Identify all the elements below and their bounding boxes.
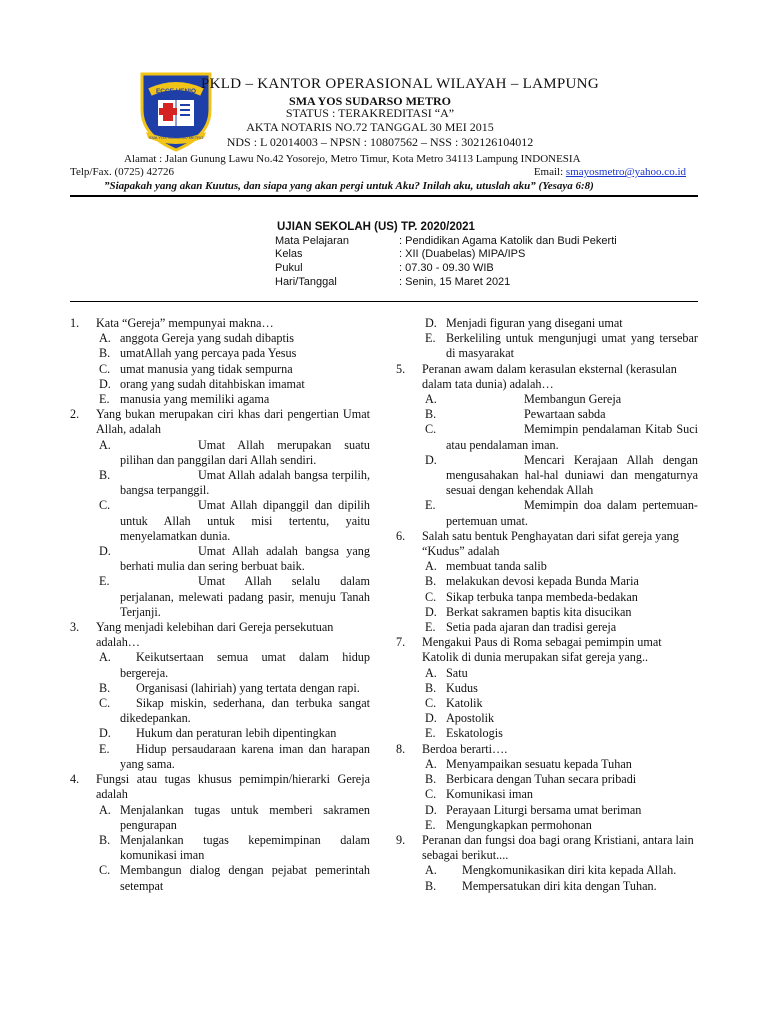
questions-right-column: [396, 316, 698, 894]
option-letter: C.: [99, 696, 111, 711]
notary-deed: AKTA NOTARIS NO.72 TANGGAL 30 MEI 2015: [246, 120, 494, 134]
option-letter: B.: [425, 680, 437, 695]
option-text: Satu: [446, 665, 468, 680]
answer-option[interactable]: [96, 742, 370, 772]
option-letter: E.: [425, 726, 436, 741]
option-letter: D.: [425, 604, 437, 619]
option-text: anggota Gereja yang sudah dibaptis: [120, 331, 294, 346]
question-item: [396, 635, 698, 741]
question-text: Kata “Gereja” mempunyai makna…: [96, 316, 274, 330]
option-text: Berkeliling untuk mengunjugi umat yang tersebar di masyarakat: [446, 331, 698, 361]
answer-option[interactable]: [96, 331, 370, 346]
exam-info-row: [275, 262, 494, 274]
option-text: Mempersatukan diri kita dengan Tuhan.: [462, 878, 657, 893]
option-letter: A.: [99, 331, 111, 346]
question-text: Berdoa berarti….: [422, 741, 508, 756]
answer-option[interactable]: [422, 711, 698, 726]
option-letter: D.: [425, 802, 437, 817]
option-letter: A.: [425, 863, 437, 878]
option-text: Umat Allah adalah bangsa terpilih, bangsa terpanggil.: [120, 468, 370, 498]
question-number: 7.: [396, 635, 406, 650]
option-text: Umat Allah adalah bangsa yang berhati mulia dan sering berbuat baik.: [120, 544, 370, 574]
option-letter: E.: [99, 574, 110, 589]
answer-option[interactable]: [422, 590, 698, 605]
question-text: Mengakui Paus di Roma sebagai pemimpin umat Katolik di dunia merupakan sifat gereja yang..: [422, 635, 662, 665]
option-letter: A.: [425, 665, 437, 680]
answer-option[interactable]: [96, 681, 370, 696]
answer-option[interactable]: [422, 818, 698, 833]
question-number: 2.: [70, 407, 80, 422]
option-text: membuat tanda salib: [446, 559, 547, 574]
question-number: 4.: [70, 772, 80, 787]
option-text: melakukan devosi kepada Bunda Maria: [446, 574, 639, 589]
option-text: Apostolik: [446, 711, 495, 726]
email-label: Email:: [533, 166, 566, 178]
exam-info-label: Kelas: [275, 248, 303, 260]
answer-option[interactable]: [96, 863, 370, 893]
org-line: PKLD – KANTOR OPERASIONAL WILAYAH – LAMPUNG: [201, 76, 599, 92]
option-text: Umat Allah selalu dalam perjalanan, melewati padang pasir, menuju Tanah Terjanji.: [120, 574, 370, 619]
option-text: Mengungkapkan permohonan: [446, 817, 592, 832]
answer-option[interactable]: [96, 574, 370, 620]
answer-option[interactable]: [422, 620, 698, 635]
option-letter: A.: [99, 650, 111, 665]
option-letter: A.: [425, 756, 437, 771]
option-text: Perayaan Liturgi bersama umat beriman: [446, 802, 642, 817]
answer-option[interactable]: [96, 833, 370, 863]
option-text: Memimpin doa dalam pertemuan-pertemuan umat.: [446, 498, 698, 528]
question-item: [396, 529, 698, 635]
answer-option[interactable]: [96, 346, 370, 361]
answer-option[interactable]: [96, 362, 370, 377]
option-letter: A.: [425, 559, 437, 574]
answer-option[interactable]: [422, 498, 698, 528]
option-text: umatAllah yang percaya pada Yesus: [120, 346, 297, 361]
option-letter: B.: [425, 574, 437, 589]
option-text: Berkat sakramen baptis kita disucikan: [446, 604, 632, 619]
question-number: 6.: [396, 528, 406, 543]
answer-option[interactable]: [422, 453, 698, 499]
answer-option[interactable]: [422, 757, 698, 772]
option-letter: C.: [99, 361, 111, 376]
school-name: SMA YOS SUDARSO METRO: [289, 94, 451, 108]
option-text: orang yang sudah ditahbiskan imamat: [120, 376, 305, 391]
option-letter: D.: [425, 711, 437, 726]
question-text: Salah satu bentuk Penghayatan dari sifat gereja yang “Kudus” adalah: [422, 528, 679, 559]
option-text: Pewartaan sabda: [524, 407, 606, 422]
letterhead: [0, 0, 768, 200]
exam-info-row: [275, 276, 510, 288]
answer-option[interactable]: [96, 468, 370, 498]
question-number: 3.: [70, 620, 80, 635]
answer-option[interactable]: [96, 726, 370, 741]
answer-option[interactable]: [422, 559, 698, 574]
option-letter: B.: [99, 832, 111, 847]
logo-motto-text: ECCE VENIO: [155, 88, 197, 95]
answer-option[interactable]: [422, 863, 698, 878]
option-letter: B.: [99, 468, 111, 483]
option-text: Eskatologis: [446, 726, 503, 741]
registration-numbers: NDS : L 02014003 – NPSN : 10807562 – NSS : 302126104012: [226, 135, 534, 149]
option-text: Umat Allah dipanggil dan dipilih untuk Allah untuk misi tertentu, yaitu menyelamatkan dunia.: [120, 498, 370, 543]
option-text: Sikap terbuka tanpa membeda-bedakan: [446, 589, 638, 604]
answer-option[interactable]: [422, 422, 698, 452]
option-letter: C.: [425, 696, 437, 711]
answer-option[interactable]: [422, 407, 698, 422]
option-text: Keikutsertaan semua umat dalam hidup bergereja.: [120, 650, 370, 680]
answer-option[interactable]: [422, 726, 698, 741]
phone-fax: Telp/Fax. (0725) 42726: [70, 166, 175, 178]
motto: ”Siapakah yang akan Kuutus, dan siapa yang akan pergi untuk Aku? Inilah aku, utuslah aku” (Yesaya 6:8): [104, 180, 594, 192]
exam-info-label: Pukul: [275, 262, 303, 274]
option-text: Menjalankan tugas kepemimpinan dalam komunikasi iman: [120, 832, 370, 863]
answer-option[interactable]: [422, 605, 698, 620]
question-item: [70, 316, 370, 407]
question-number: 5.: [396, 361, 406, 376]
option-text: Hukum dan peraturan lebih dipentingkan: [136, 726, 337, 741]
option-letter: C.: [425, 787, 437, 802]
answer-option[interactable]: [422, 316, 698, 331]
question-item: [396, 833, 698, 894]
exam-info-value: : Senin, 15 Maret 2021: [399, 276, 511, 288]
question-item: [396, 316, 698, 362]
option-text: Memimpin pendalaman Kitab Suci atau pendalaman iman.: [446, 422, 698, 452]
option-text: Berbicara dengan Tuhan secara pribadi: [446, 772, 637, 787]
exam-info-label: Hari/Tanggal: [275, 276, 337, 288]
answer-option[interactable]: [96, 696, 370, 726]
answer-option[interactable]: [422, 772, 698, 787]
option-letter: B.: [99, 346, 111, 361]
answer-option[interactable]: [422, 666, 698, 681]
option-text: Setia pada ajaran dan tradisi gereja: [446, 620, 617, 635]
option-text: Membangun dialog dengan pejabat pemerintah setempat: [120, 863, 370, 893]
accreditation-status: STATUS : TERAKREDITASI “A”: [285, 106, 455, 120]
option-text: Membangun Gereja: [524, 392, 622, 407]
question-text: Peranan dan fungsi doa bagi orang Kristiani, antara lain sebagai berikut....: [422, 832, 694, 863]
option-letter: D.: [99, 544, 111, 559]
option-letter: A.: [425, 392, 437, 407]
question-text: Fungsi atau tugas khusus pemimpin/hierarki Gereja adalah: [96, 772, 370, 802]
option-letter: C.: [425, 589, 437, 604]
option-text: Katolik: [446, 696, 483, 711]
answer-option[interactable]: [422, 574, 698, 589]
option-text: Komunikasi iman: [446, 787, 533, 802]
option-text: Menjadi figuran yang disegani umat: [446, 316, 623, 330]
exam-info-value: : 07.30 - 09.30 WIB: [399, 262, 494, 274]
answer-option[interactable]: [96, 544, 370, 574]
email-block: [534, 166, 686, 178]
exam-info-label: Mata Pelajaran: [275, 235, 349, 247]
option-letter: B.: [425, 772, 437, 787]
question-text: Peranan awam dalam kerasulan eksternal (kerasulan dalam tata dunia) adalah…: [422, 361, 677, 391]
question-number: 9.: [396, 832, 406, 847]
option-text: Organisasi (lahiriah) yang tertata dengan rapi.: [136, 680, 360, 695]
option-letter: E.: [99, 392, 110, 407]
address: Alamat : Jalan Gunung Lawu No.42 Yosorejo, Metro Timur, Kota Metro 34113 Lampung INDONESIA: [124, 153, 581, 165]
option-letter: D.: [425, 316, 437, 330]
option-text: Umat Allah merupakan suatu pilihan dan panggilan dari Allah sendiri.: [120, 437, 370, 467]
exam-info-value: : XII (Duabelas) MIPA/IPS: [399, 248, 526, 260]
option-letter: C.: [99, 498, 111, 513]
question-item: [396, 362, 698, 529]
question-text: Yang bukan merupakan ciri khas dari pengertian Umat Allah, adalah: [96, 407, 370, 437]
option-text: umat manusia yang tidak sempurna: [120, 361, 293, 376]
exam-info-row: [275, 235, 617, 247]
question-number: 1.: [70, 316, 80, 330]
option-letter: C.: [425, 422, 437, 437]
logo-ribbon-text: SMA YOS SUDARSO METRO: [148, 135, 204, 140]
question-item: [396, 742, 698, 833]
option-text: Mencari Kerajaan Allah dengan mengusahakan hal-hal duniawi dan mengaturnya sesuai dengan kehendak Allah: [446, 452, 698, 498]
option-letter: E.: [425, 620, 436, 635]
answer-option[interactable]: [96, 650, 370, 680]
answer-option[interactable]: [422, 803, 698, 818]
option-text: Hidup persaudaraan karena iman dan harapan yang sama.: [120, 741, 370, 771]
question-item: [70, 407, 370, 620]
exam-info-value: : Pendidikan Agama Katolik dan Budi Pekerti: [399, 235, 617, 247]
answer-option[interactable]: [96, 392, 370, 407]
info-divider: [70, 301, 698, 302]
option-text: manusia yang memiliki agama: [120, 392, 270, 407]
question-text: Yang menjadi kelebihan dari Gereja persekutuan adalah…: [96, 620, 334, 650]
option-letter: E.: [99, 741, 110, 756]
option-letter: D.: [99, 376, 111, 391]
option-text: Mengkomunikasikan diri kita kepada Allah.: [462, 863, 677, 878]
option-letter: D.: [99, 726, 111, 741]
option-letter: A.: [99, 437, 111, 452]
option-letter: B.: [99, 680, 111, 695]
option-text: Menjalankan tugas untuk memberi sakramen pengurapan: [120, 802, 370, 832]
option-letter: A.: [99, 802, 111, 817]
answer-option[interactable]: [96, 377, 370, 392]
answer-option[interactable]: [96, 498, 370, 544]
option-letter: B.: [425, 407, 437, 422]
questions-left-column: [70, 316, 370, 894]
option-text: Sikap miskin, sederhana, dan terbuka sangat dikedepankan.: [120, 696, 370, 726]
answer-option[interactable]: [96, 803, 370, 833]
email-link[interactable]: smayosmetro@yahoo.co.id: [565, 166, 686, 178]
question-item: [70, 620, 370, 772]
question-number: 8.: [396, 741, 406, 756]
answer-option[interactable]: [422, 879, 698, 894]
answer-option[interactable]: [422, 392, 698, 407]
option-letter: E.: [425, 498, 436, 513]
answer-option[interactable]: [96, 438, 370, 468]
option-letter: E.: [425, 331, 436, 346]
answer-option[interactable]: [422, 696, 698, 711]
option-text: Kudus: [446, 680, 478, 695]
option-letter: E.: [425, 817, 436, 832]
exam-info-row: [275, 248, 525, 260]
answer-option[interactable]: [422, 331, 698, 361]
answer-option[interactable]: [422, 787, 698, 802]
exam-title: UJIAN SEKOLAH (US) TP. 2020/2021: [277, 221, 475, 233]
header-divider: [70, 195, 698, 197]
answer-option[interactable]: [422, 681, 698, 696]
option-letter: C.: [99, 863, 111, 878]
option-letter: B.: [425, 878, 437, 893]
question-item: [70, 772, 370, 894]
option-text: Menyampaikan sesuatu kepada Tuhan: [446, 756, 632, 771]
option-letter: D.: [425, 452, 437, 467]
